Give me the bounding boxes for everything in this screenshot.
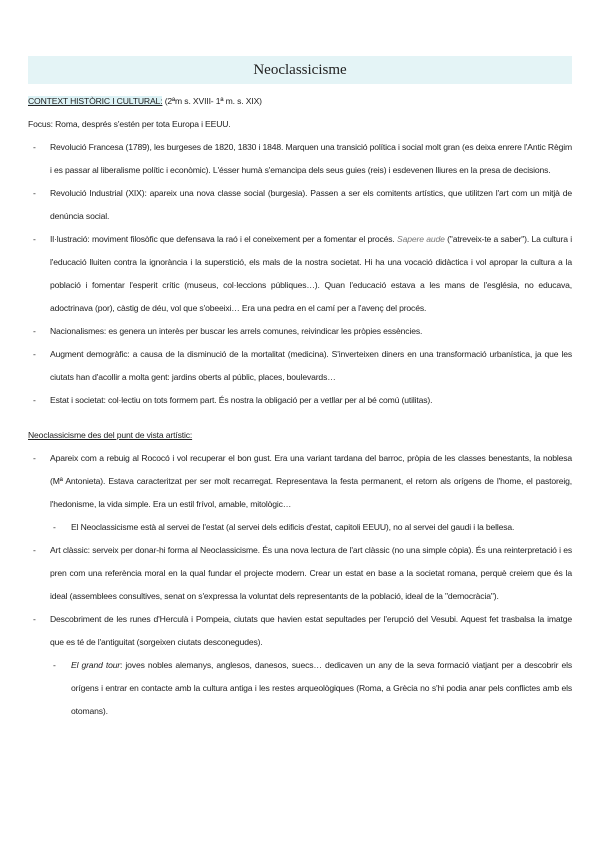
context-heading: CONTEXT HISTÒRIC I CULTURAL: xyxy=(28,96,163,106)
document-body xyxy=(28,90,572,723)
bullet-dash: - xyxy=(33,349,36,359)
list-item xyxy=(28,182,572,228)
bullet-dash: - xyxy=(33,614,36,624)
bullet-dash: - xyxy=(33,142,36,152)
section-spacer xyxy=(28,412,572,424)
sub-list xyxy=(50,516,572,539)
list-item xyxy=(28,447,572,539)
list-item xyxy=(28,539,572,608)
list-item-text-cont: ("atreveix-te a saber"). La cultura i l'educació lluiten contra la ignorància i la superstició, els mals de la nostra societat. Hi ha una vocació didàctica i vol apropar la cultura a la població i fomentar l'esperit crític (museus, col·leccions públiques…). Quan l'educació estava a les mans de l'església, no educava, adoctrinava (por), càstig de déu, vol que s'obeeixi… Era una pedra en el camí per a l'avenç del procés. xyxy=(50,234,572,313)
art-heading: Neoclassicisme des del punt de vista artístic: xyxy=(28,430,193,440)
sub-list xyxy=(50,654,572,723)
sub-list-item xyxy=(50,516,572,539)
bullet-dash: - xyxy=(53,660,56,670)
list-item-text: Art clàssic: serveix per donar-hi forma al Neoclassicisme. És una nova lectura de l'art clàssic (no una simple còpia). És una reinterpretació i es pren com una referència moral en la qual fundar el projecte modern. Crear un estat en base a la societat romana, perquè creiem que és la ideal (assemblees consultives, senat on s'expressa la voluntat dels representants de la població, ideal de la "democràcia"). xyxy=(50,545,572,601)
art-heading-line xyxy=(28,424,572,447)
list-item-text: Revolució Industrial (XIX): apareix una nova classe social (burgesia). Passen a ser els comitents artístics, que utilitzen l'art com un mitjà de denúncia social. xyxy=(50,188,572,221)
list-item xyxy=(28,389,572,412)
list-item-text: Nacionalismes: es genera un interès per buscar les arrels comunes, reivindicar les pròpies essències. xyxy=(50,326,423,336)
context-period: (2ªm s. XVIII- 1ª m. s. XIX) xyxy=(164,96,262,106)
bullet-dash: - xyxy=(33,234,36,244)
bullet-dash: - xyxy=(33,188,36,198)
grand-tour-term: El grand tour xyxy=(71,660,121,670)
context-list xyxy=(28,136,572,412)
sapere-aude-quote: Sapere aude xyxy=(397,234,445,244)
bullet-dash: - xyxy=(33,453,36,463)
list-item xyxy=(28,343,572,389)
list-item-text: Descobriment de les runes d'Herculà i Pompeia, ciutats que havien estat sepultades per l'erupció del Vesubi. Aquest fet trasbalsa la imatge que es té de l'antiguitat (sorgeixen ciutats desconegudes). xyxy=(50,614,572,647)
bullet-dash: - xyxy=(33,395,36,405)
list-item-text: Augment demogràfic: a causa de la disminució de la mortalitat (medicina). S'inverteixen diners en una transformació urbanística, ja que les ciutats han d'acollir a molta gent: jardins oberts al públic, places, boulevards… xyxy=(50,349,572,382)
focus-line: Focus: Roma, després s'estén per tota Europa i EEUU. xyxy=(28,119,231,129)
bullet-dash: - xyxy=(33,326,36,336)
list-item xyxy=(28,608,572,723)
list-item-text: Il·lustració: moviment filosòfic que defensava la raó i el coneixement per a fomentar el procés. xyxy=(50,234,398,244)
context-heading-line xyxy=(28,90,572,113)
list-item-text: Revolució Francesa (1789), les burgeses de 1820, 1830 i 1848. Marquen una transició política i social molt gran (es deixa enrere l'Antic Règim i es passar al liberalisme polític i econòmic). L'ésser humà s'emancipa dels seus guies (reis) i esdevenen lliures en la presa de decisions. xyxy=(50,142,572,175)
art-list xyxy=(28,447,572,723)
list-item-text: Estat i societat: col·lectiu on tots formem part. És nostra la obligació per a vetllar per al bé comú (utilitas). xyxy=(50,395,433,405)
list-item xyxy=(28,136,572,182)
list-item xyxy=(28,320,572,343)
bullet-dash: - xyxy=(33,545,36,555)
list-item xyxy=(28,228,572,320)
sub-list-item-text: : joves nobles alemanys, anglesos, danesos, suecs… dedicaven un any de la seva formació viatjant per a descobrir els orígens i entrar en contacte amb la cultura antiga i les restes arqueològiques (Roma, a Grècia no s'hi podia anar pels conflictes amb els otomans). xyxy=(71,660,572,716)
sub-list-item-text: El Neoclassicisme està al servei de l'estat (al servei dels edificis d'estat, capitoli EEUU), no al servei del gaudi i la bellesa. xyxy=(71,522,515,532)
sub-list-item xyxy=(50,654,572,723)
list-item-text: Apareix com a rebuig al Rococó i vol recuperar el bon gust. Era una variant tardana del barroc, pròpia de les classes benestants, la noblesa (Mª Antonieta). Estava caracteritzat per ser molt recarregat. Representava la festa permanent, el retorn als orígens de l'home, el pastoreig, l'hedonisme, la vida simple. Era un estil frívol, amable, mitològic… xyxy=(50,453,572,509)
page-title: Neoclassicisme xyxy=(28,56,572,84)
bullet-dash: - xyxy=(53,522,56,532)
